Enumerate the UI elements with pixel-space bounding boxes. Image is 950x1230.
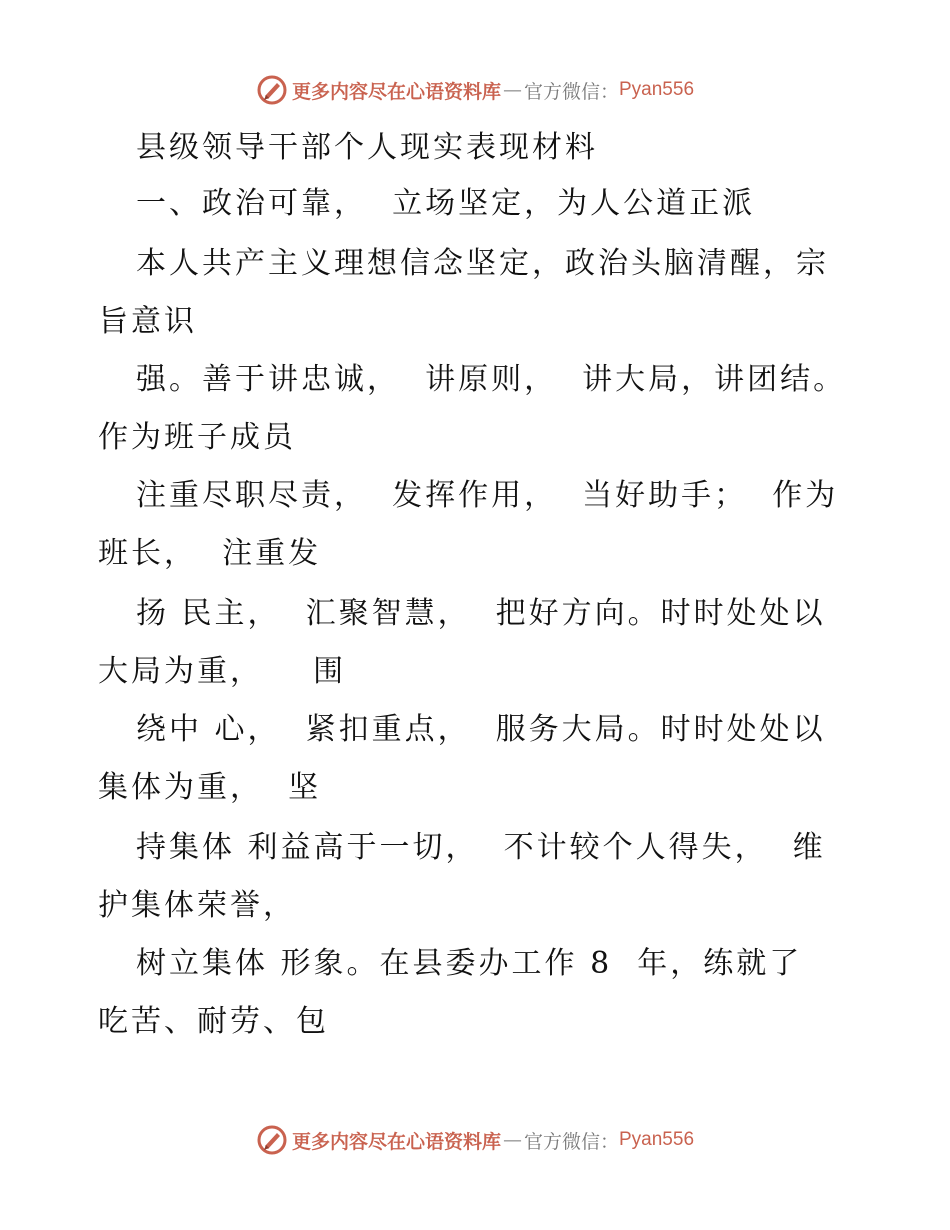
paragraph-line: 扬 民主， 汇聚智慧， 把好方向。时时处处以	[136, 596, 826, 631]
header-watermark	[0, 70, 950, 110]
watermark-main-text: 更多内容尽在心语资料库	[291, 80, 501, 103]
paragraph-line: 绕中 心， 紧扣重点， 服务大局。时时处处以	[136, 712, 826, 747]
paragraph-line: 大局为重， 围	[98, 654, 347, 689]
pen-logo-icon	[256, 1124, 288, 1156]
watermark-label: 官方微信：	[523, 1130, 619, 1153]
paragraph-line: 作为班子成员	[98, 420, 296, 455]
watermark-wechat-id: Pyan556	[619, 1129, 695, 1150]
watermark-separator: —	[502, 79, 522, 101]
paragraph-line: 本人共产主义理想信念坚定，政治头脑清醒，宗	[136, 246, 829, 281]
paragraph-line: 树立集体 形象。在县委办工作 8 年，练就了	[136, 946, 803, 981]
section-heading: 一、政治可靠， 立场坚定，为人公道正派	[136, 186, 756, 221]
paragraph-line: 持集体 利益高于一切， 不计较个人得失， 维	[136, 830, 826, 865]
paragraph-line: 护集体荣誉，	[98, 888, 296, 923]
paragraph-line: 强。善于讲忠诚， 讲原则， 讲大局，讲团结。	[136, 362, 847, 397]
paragraph-line: 班长， 注重发	[98, 536, 322, 571]
paragraph-line: 集体为重， 坚	[98, 770, 322, 805]
watermark-label: 官方微信：	[523, 80, 619, 103]
paragraph-line: 注重尽职尽责， 发挥作用， 当好助手； 作为	[136, 478, 839, 513]
watermark-main-text: 更多内容尽在心语资料库	[291, 1130, 501, 1153]
watermark-wechat-id: Pyan556	[619, 79, 695, 100]
footer-watermark	[0, 1120, 950, 1160]
watermark-separator: —	[502, 1129, 522, 1151]
pen-logo-icon	[256, 74, 288, 106]
paragraph-line: 旨意识	[98, 304, 197, 339]
document-title: 县级领导干部个人现实表现材料	[136, 130, 598, 165]
paragraph-line: 吃苦、耐劳、包	[98, 1004, 329, 1039]
